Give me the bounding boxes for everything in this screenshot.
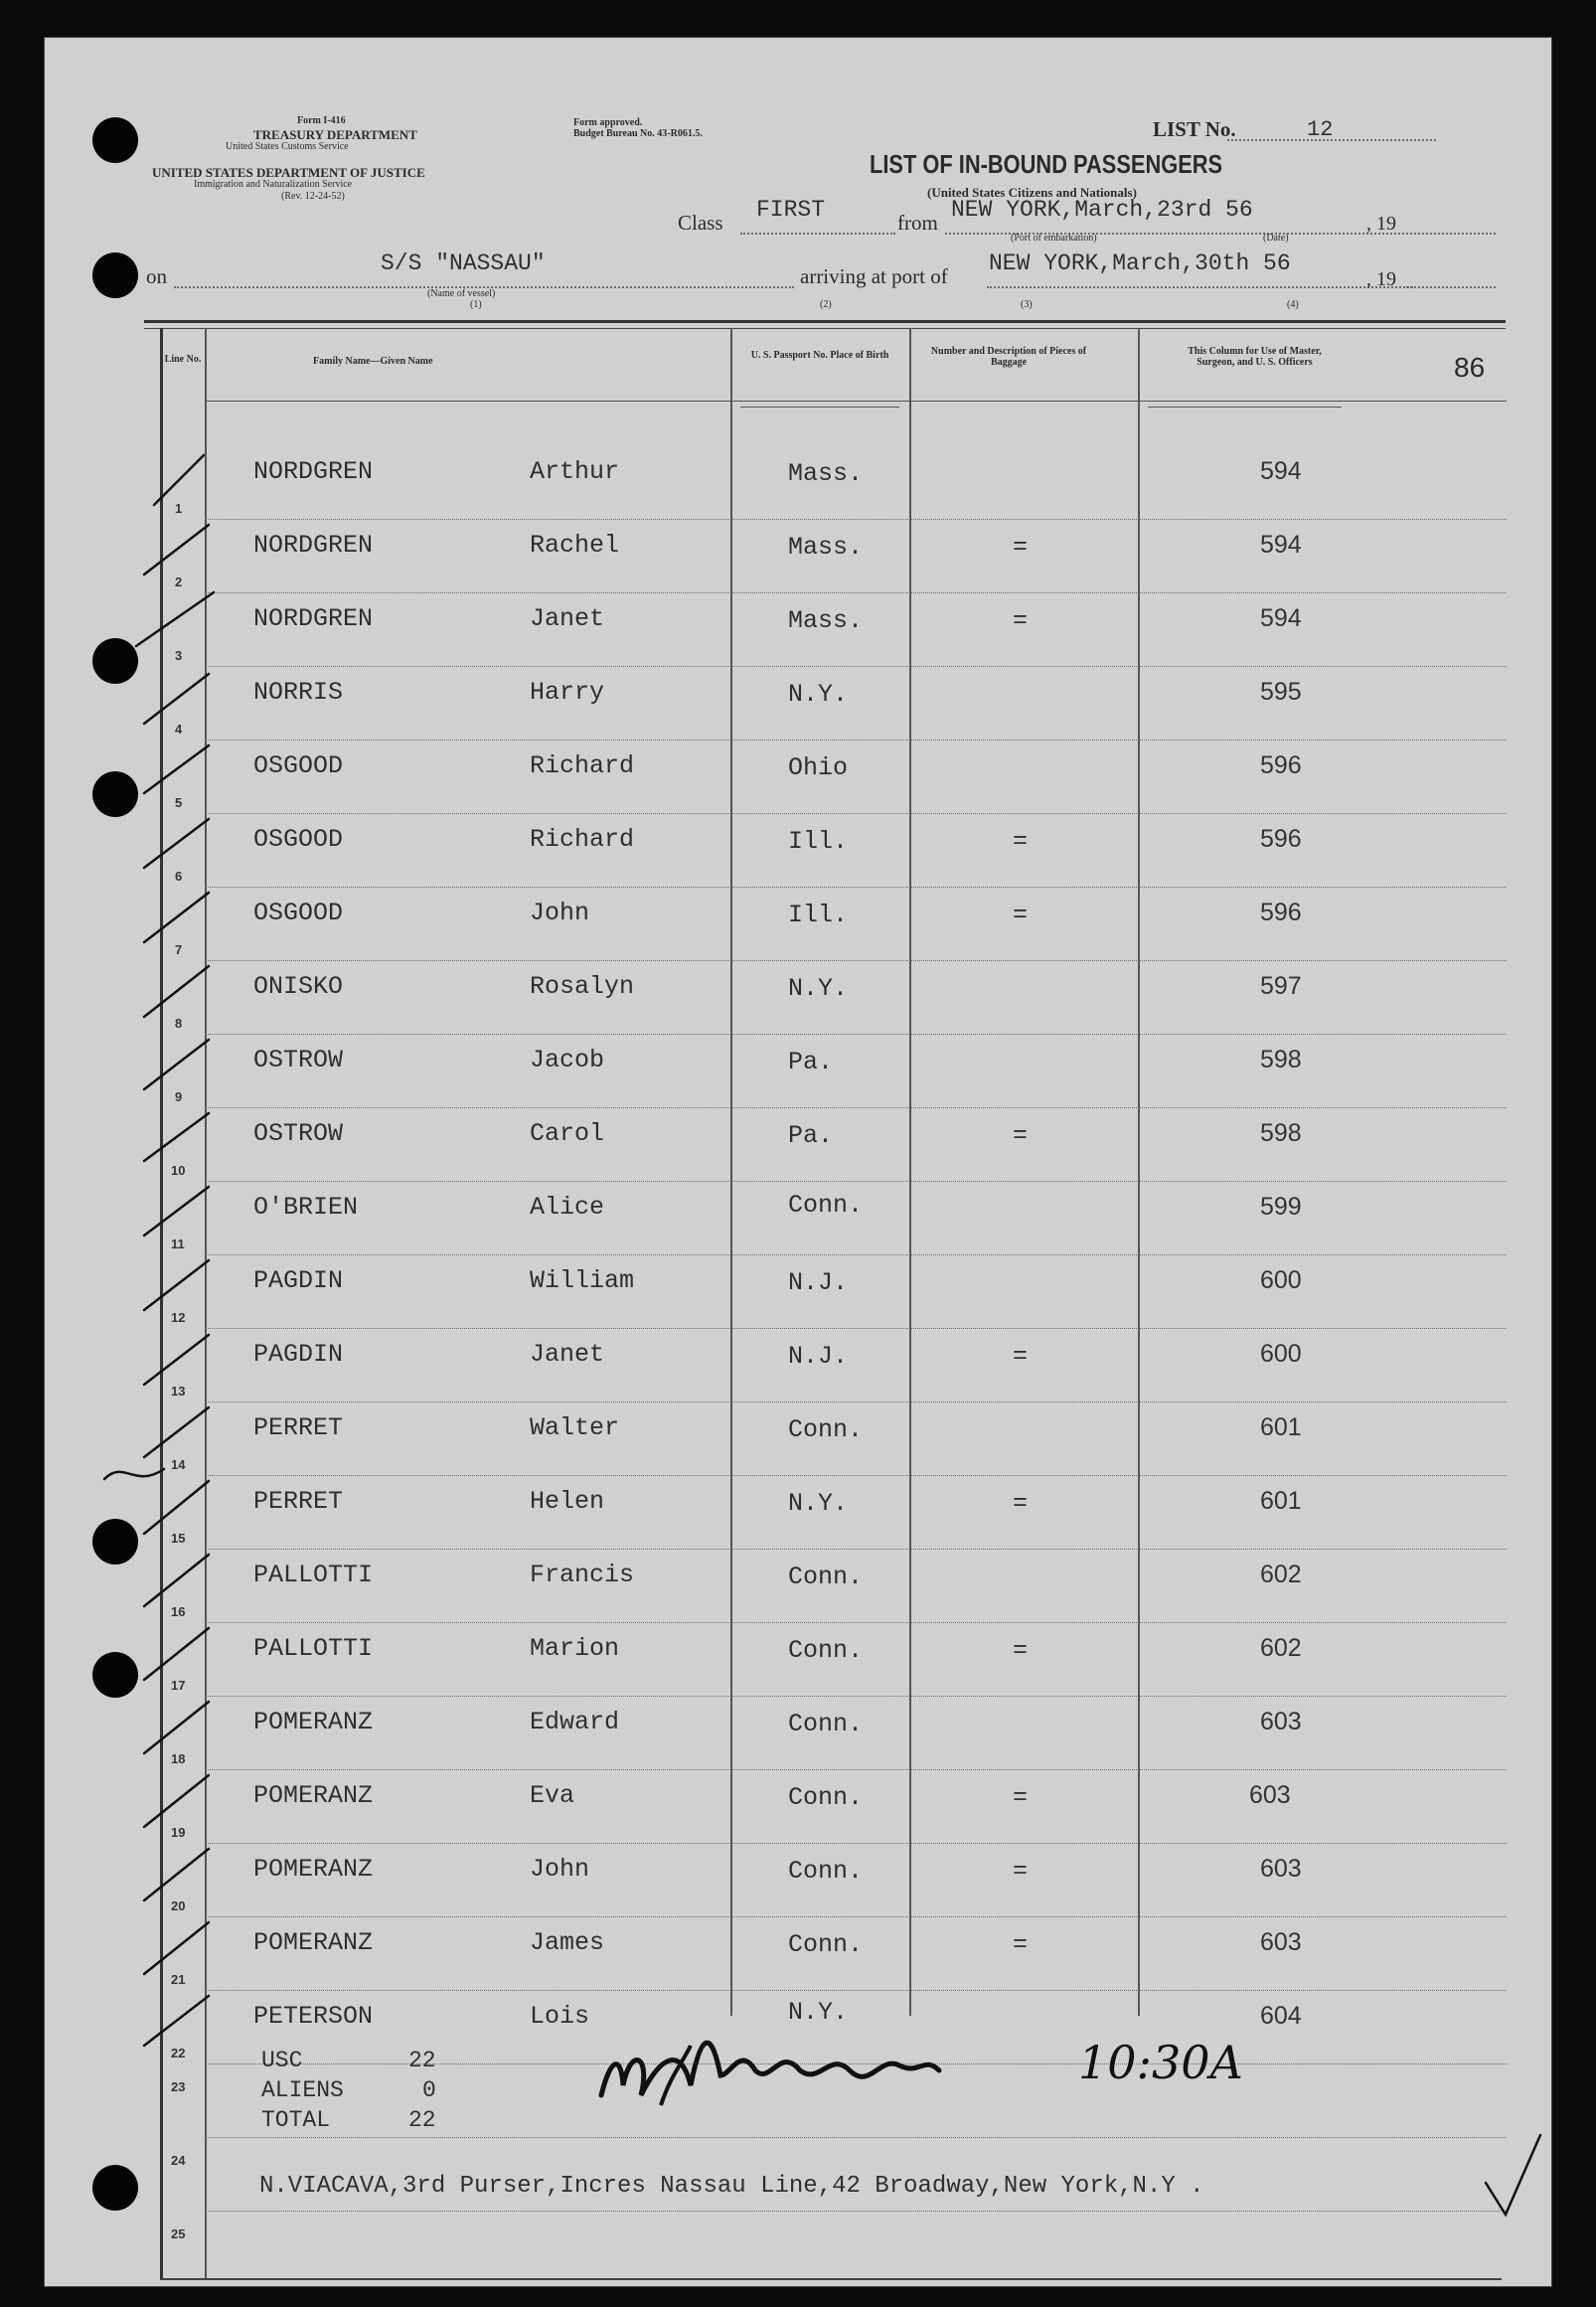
given-name: Janet	[530, 604, 605, 633]
line-number: 23	[171, 2079, 186, 2094]
given-name: Eva	[530, 1781, 575, 1810]
officer-number: 603	[1249, 1781, 1291, 1809]
family-name: OSTROW	[253, 1119, 344, 1148]
caption-2: (2)	[820, 299, 832, 310]
aliens-count: 0	[422, 2077, 436, 2103]
column-officers: This Column for Use of Master, Surgeon, and U. S. Officers	[1188, 346, 1322, 368]
from-label: from	[897, 211, 938, 235]
line-number: 17	[171, 1678, 186, 1693]
treasury-department: TREASURY DEPARTMENT	[253, 127, 417, 142]
officer-number: 596	[1260, 899, 1302, 926]
family-name: OSGOOD	[253, 899, 344, 927]
line-number: 8	[175, 1016, 183, 1031]
given-name: Harry	[530, 678, 605, 707]
baggage: =	[1013, 1489, 1029, 1518]
baggage: =	[1013, 1342, 1029, 1371]
aliens-label: ALIENS	[261, 2077, 344, 2103]
line-number: 7	[175, 942, 183, 957]
birth-place: N.Y.	[788, 974, 849, 1003]
line-number: 22	[171, 2046, 186, 2060]
birth-place: Pa.	[788, 1048, 834, 1076]
given-name: Alice	[530, 1193, 605, 1222]
family-name: PAGDIN	[253, 1340, 344, 1369]
given-name: William	[530, 1266, 635, 1295]
line-number: 4	[175, 722, 183, 737]
usc-count: 22	[408, 2048, 436, 2073]
year-label: , 19	[1366, 213, 1396, 235]
port-embark-caption: (Port of embarkation)	[1011, 233, 1097, 244]
class-value: FIRST	[756, 197, 826, 223]
column-name: Family Name—Given Name	[313, 356, 433, 367]
baggage: =	[1013, 827, 1029, 856]
given-name: John	[530, 1855, 590, 1884]
given-name: Arthur	[530, 457, 620, 486]
line-number: 11	[171, 1236, 185, 1251]
officer-number: 594	[1260, 457, 1302, 485]
given-name: John	[530, 899, 590, 927]
officer-number: 597	[1260, 972, 1302, 1000]
family-name: OSTROW	[253, 1046, 344, 1074]
revision-date: (Rev. 12-24-52)	[281, 191, 345, 202]
line-number: 5	[175, 795, 183, 810]
family-name: PAGDIN	[253, 1266, 344, 1295]
punch-hole	[92, 117, 138, 163]
birth-place: Conn.	[788, 1636, 864, 1665]
birth-place: Conn.	[788, 1710, 864, 1738]
page-title: LIST OF IN-BOUND PASSENGERS	[870, 149, 1223, 179]
family-name: OSGOOD	[253, 751, 344, 780]
given-name: Marion	[530, 1634, 620, 1663]
page-number: 86	[1454, 352, 1486, 383]
signature-time: 10:30A	[1078, 2036, 1243, 2089]
birth-place: Mass.	[788, 459, 864, 488]
punch-hole	[92, 638, 138, 684]
officer-number: 598	[1260, 1046, 1302, 1073]
baggage: =	[1013, 1121, 1029, 1150]
total-count: 22	[408, 2107, 436, 2133]
given-name: Rosalyn	[530, 972, 635, 1001]
officer-number: 602	[1260, 1634, 1302, 1662]
birth-place: Conn.	[788, 1191, 864, 1220]
family-name: NORDGREN	[253, 604, 374, 633]
birth-place: Mass.	[788, 606, 864, 635]
officer-number: 595	[1260, 678, 1302, 706]
given-name: Helen	[530, 1487, 605, 1516]
baggage: =	[1013, 1783, 1029, 1812]
column-line-no: Line No.	[164, 354, 202, 365]
given-name: Rachel	[530, 531, 620, 560]
officer-number: 600	[1260, 1266, 1302, 1294]
line-number: 15	[171, 1531, 186, 1546]
arriving-label: arriving at port of	[800, 264, 948, 288]
list-number: 12	[1307, 117, 1334, 142]
birth-place: N.Y.	[788, 1998, 849, 2027]
family-name: PERRET	[253, 1413, 344, 1442]
birth-place: Conn.	[788, 1857, 864, 1886]
officer-number: 596	[1260, 751, 1302, 779]
year-label-2: , 19	[1366, 268, 1396, 290]
given-name: Richard	[530, 751, 635, 780]
officer-number: 596	[1260, 825, 1302, 853]
line-number: 16	[171, 1604, 186, 1619]
officer-number: 594	[1260, 604, 1302, 632]
family-name: PALLOTTI	[253, 1634, 374, 1663]
officer-number: 600	[1260, 1340, 1302, 1368]
baggage: =	[1013, 606, 1029, 635]
punch-hole	[92, 2165, 138, 2211]
line-number: 9	[175, 1089, 183, 1104]
column-passport: U. S. Passport No. Place of Birth	[750, 350, 889, 361]
budget-bureau: Budget Bureau No. 43-R061.5.	[573, 128, 703, 139]
line-number: 10	[171, 1163, 186, 1178]
family-name: POMERANZ	[253, 1855, 374, 1884]
line-number: 13	[171, 1384, 186, 1399]
punch-hole	[92, 1519, 138, 1565]
date-caption: (Date)	[1263, 233, 1289, 244]
caption-3: (3)	[1021, 299, 1033, 310]
punch-hole	[92, 771, 138, 817]
family-name: POMERANZ	[253, 1781, 374, 1810]
officer-number: 603	[1260, 1708, 1302, 1735]
form-id: Form I-416	[297, 115, 346, 126]
officer-number: 599	[1260, 1193, 1302, 1221]
manifest-page	[45, 38, 1551, 2286]
justice-department: UNITED STATES DEPARTMENT OF JUSTICE	[152, 165, 425, 180]
on-label: on	[146, 264, 167, 288]
column-baggage: Number and Description of Pieces of Baggage	[930, 346, 1087, 368]
arrival-value: NEW YORK,March,30th 56	[989, 250, 1291, 276]
caption-1: (1)	[470, 299, 482, 310]
given-name: Janet	[530, 1340, 605, 1369]
check-marks	[45, 38, 1551, 2286]
punch-hole	[92, 1652, 138, 1698]
family-name: POMERANZ	[253, 1708, 374, 1736]
baggage: =	[1013, 901, 1029, 929]
officer-number: 603	[1260, 1928, 1302, 1956]
form-approved: Form approved.	[573, 117, 643, 128]
officer-number: 594	[1260, 531, 1302, 559]
from-value: NEW YORK,March,23rd 56	[951, 197, 1253, 223]
line-number: 19	[171, 1825, 186, 1840]
family-name: NORDGREN	[253, 457, 374, 486]
given-name: Lois	[530, 2002, 590, 2031]
officer-number: 598	[1260, 1119, 1302, 1147]
line-number: 18	[171, 1751, 186, 1766]
customs-service: United States Customs Service	[226, 141, 349, 152]
line-number: 24	[171, 2153, 186, 2168]
family-name: OSGOOD	[253, 825, 344, 854]
family-name: PERRET	[253, 1487, 344, 1516]
line-number: 20	[171, 1898, 186, 1913]
given-name: Edward	[530, 1708, 620, 1736]
vessel-caption: (Name of vessel)	[427, 288, 496, 299]
birth-place: Conn.	[788, 1783, 864, 1812]
birth-place: Ill.	[788, 827, 849, 856]
family-name: NORRIS	[253, 678, 344, 707]
birth-place: Conn.	[788, 1563, 864, 1591]
given-name: Walter	[530, 1413, 620, 1442]
line-number: 14	[171, 1457, 186, 1472]
baggage: =	[1013, 533, 1029, 562]
officer-number: 604	[1260, 2002, 1302, 2030]
birth-place: N.J.	[788, 1342, 849, 1371]
family-name: POMERANZ	[253, 1928, 374, 1957]
given-name: Francis	[530, 1561, 635, 1589]
birth-place: Conn.	[788, 1415, 864, 1444]
officer-number: 603	[1260, 1855, 1302, 1883]
birth-place: Conn.	[788, 1930, 864, 1959]
given-name: James	[530, 1928, 605, 1957]
caption-4: (4)	[1287, 299, 1299, 310]
punch-hole	[92, 252, 138, 298]
line-number: 1	[175, 501, 183, 516]
given-name: Jacob	[530, 1046, 605, 1074]
line-number: 3	[175, 648, 183, 663]
class-label: Class	[678, 211, 723, 235]
birth-place: Ohio	[788, 753, 849, 782]
birth-place: Pa.	[788, 1121, 834, 1150]
family-name: PETERSON	[253, 2002, 374, 2031]
baggage: =	[1013, 1857, 1029, 1886]
officer-number: 602	[1260, 1561, 1302, 1588]
officer-number: 601	[1260, 1487, 1302, 1515]
line-number: 12	[171, 1310, 186, 1325]
line-number: 6	[175, 869, 183, 884]
birth-place: Mass.	[788, 533, 864, 562]
family-name: PALLOTTI	[253, 1561, 374, 1589]
birth-place: N.Y.	[788, 1489, 849, 1518]
page-subtitle: (United States Citizens and Nationals)	[927, 185, 1137, 200]
purser-line: N.VIACAVA,3rd Purser,Incres Nassau Line,42 Broadway,New York,N.Y .	[259, 2173, 1204, 2200]
baggage: =	[1013, 1636, 1029, 1665]
line-number: 25	[171, 2226, 186, 2241]
total-label: TOTAL	[261, 2107, 331, 2133]
vessel-name: S/S "NASSAU"	[381, 250, 546, 276]
list-number-label: LIST No.	[1153, 117, 1236, 141]
birth-place: N.Y.	[788, 680, 849, 709]
naturalization-service: Immigration and Naturalization Service	[194, 179, 353, 190]
line-number: 2	[175, 575, 183, 589]
usc-label: USC	[261, 2048, 303, 2073]
family-name: ONISKO	[253, 972, 344, 1001]
given-name: Carol	[530, 1119, 605, 1148]
birth-place: N.J.	[788, 1268, 849, 1297]
given-name: Richard	[530, 825, 635, 854]
family-name: NORDGREN	[253, 531, 374, 560]
birth-place: Ill.	[788, 901, 849, 929]
baggage: =	[1013, 1930, 1029, 1959]
family-name: O'BRIEN	[253, 1193, 359, 1222]
line-number: 21	[171, 1972, 186, 1987]
officer-number: 601	[1260, 1413, 1302, 1441]
